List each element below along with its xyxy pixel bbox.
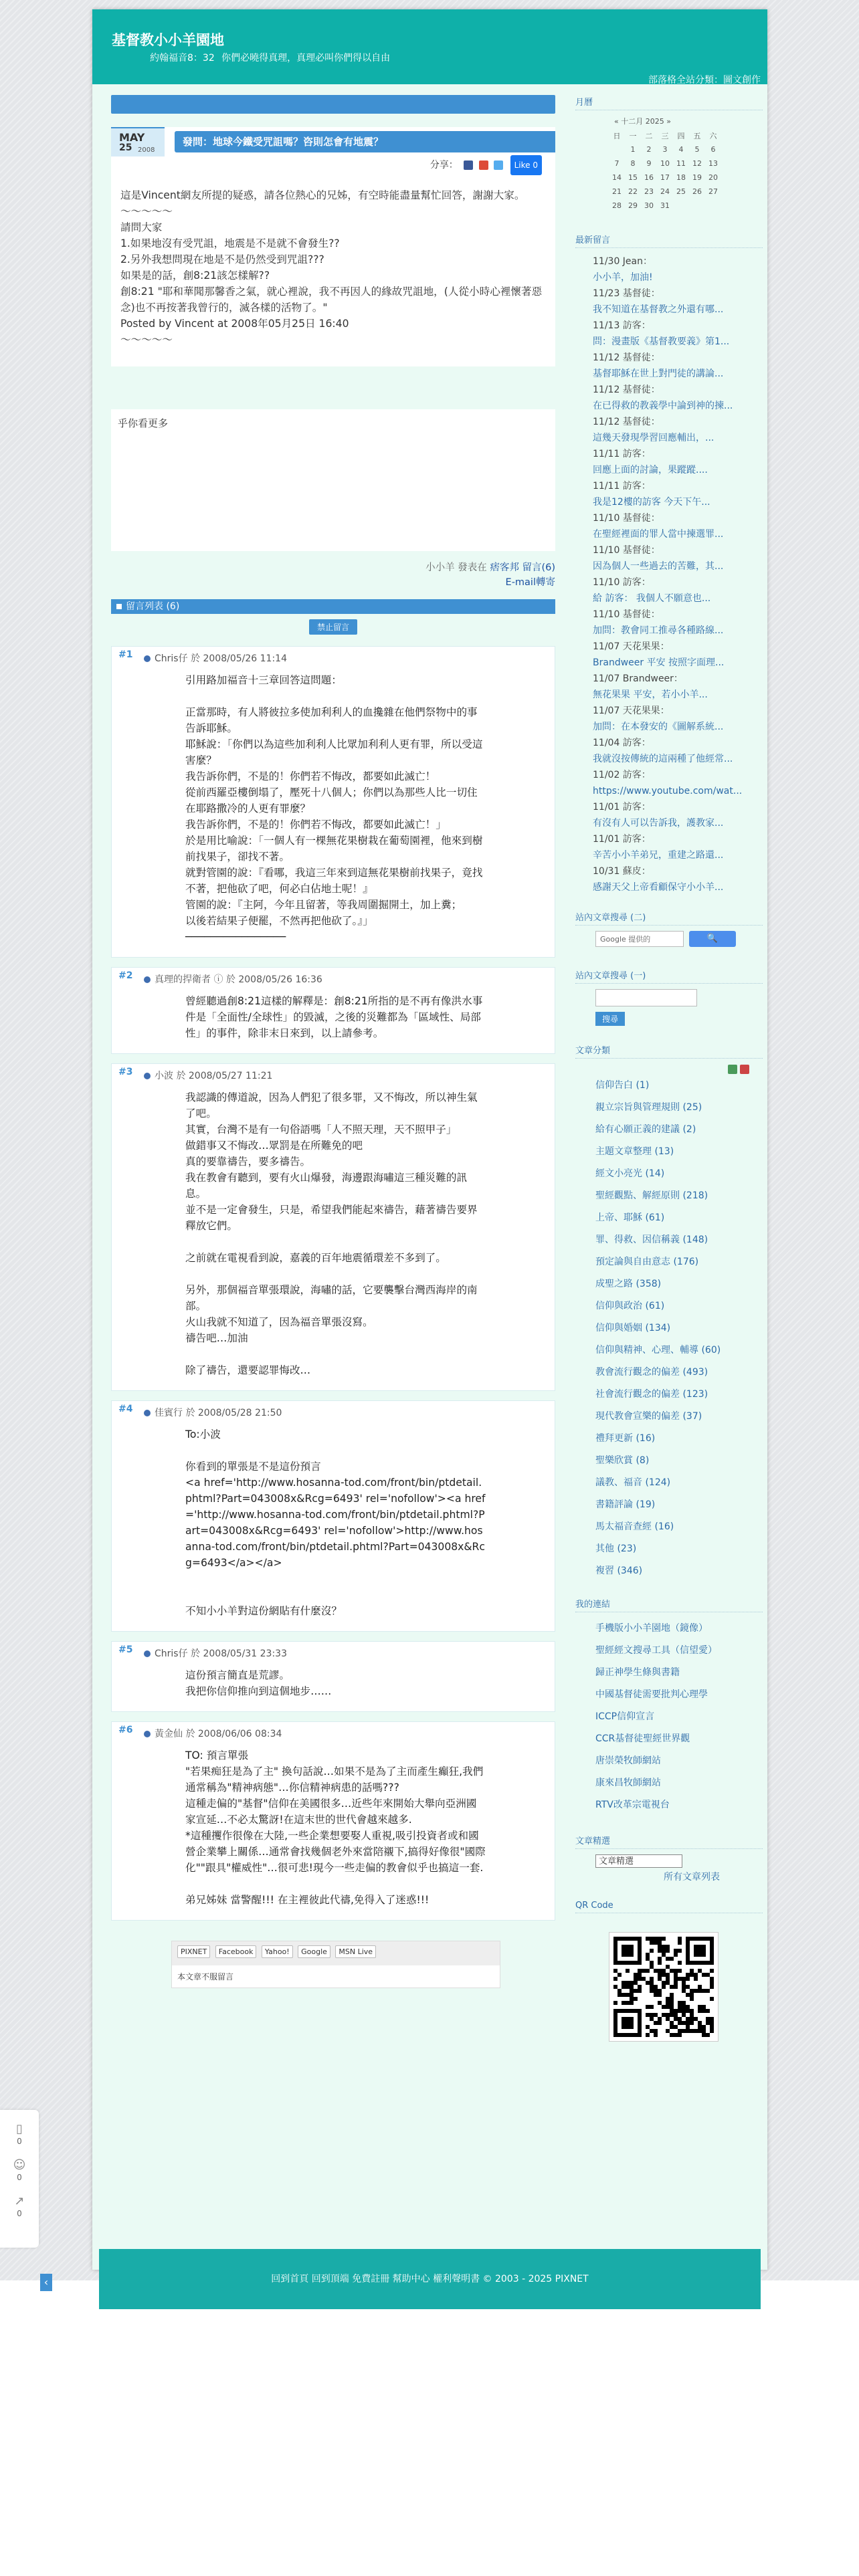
twitter-icon[interactable] (494, 160, 503, 170)
recent-comment-head: 11/01 訪客： (593, 834, 651, 845)
comment-author-name[interactable]: 真理的捍衛者 ⓘ 於 2008/05/26 16:36 (155, 974, 322, 985)
calendar-weekday: 五 (693, 131, 701, 140)
comment-line: 除了禱告，還要認罪悔改… (185, 1364, 311, 1376)
reaction-count: 0 (17, 2173, 22, 2182)
category-link[interactable]: 議教、福音 (124) (595, 1477, 671, 1488)
more-text: 乎你看更多 (118, 417, 169, 429)
facebook-icon[interactable] (464, 160, 473, 170)
recent-comment-head: 11/10 基督徒： (593, 545, 660, 556)
calendar-day[interactable]: 13 (708, 159, 718, 168)
comment-line: 弟兄姊妹 當警醒!!! 在主裡彼此代禱,免得入了迷惑!!! (185, 1894, 430, 1906)
comments-title: 留言列表 (6) (126, 601, 180, 612)
calendar-day[interactable]: 25 (676, 187, 686, 196)
comment-line: TO: 預言單張 (185, 1749, 249, 1761)
category-link[interactable]: 社會流行觀念的偏差 (123) (595, 1389, 708, 1400)
qr-code (609, 1932, 719, 2042)
comment (111, 967, 555, 1054)
expand-icon[interactable] (728, 1065, 737, 1074)
category-link[interactable]: 親立宗旨與管理規則 (25) (595, 1102, 702, 1113)
calendar-day[interactable]: 5 (694, 145, 700, 154)
calendar-day[interactable]: 19 (692, 173, 702, 182)
avatar-icon (144, 1073, 151, 1079)
comment (111, 1400, 555, 1632)
comment-author-name[interactable]: Chris仔 於 2008/05/31 23:33 (155, 1648, 287, 1659)
category-link[interactable]: 罪、得救、因信稱義 (148) (595, 1235, 708, 1245)
recent-comment-link[interactable]: 這幾天發現學習回應輔出，... (593, 433, 714, 443)
recent-comment-head: 11/07 Brandweer： (593, 673, 683, 684)
body-tail: ～～～～～ (120, 334, 173, 346)
body-line: ～～～～～ (120, 205, 173, 217)
recent-comment-head: 11/01 訪客： (593, 802, 651, 813)
plurk-icon[interactable] (479, 160, 488, 170)
calendar-day[interactable]: 30 (644, 201, 654, 210)
comment-line: 從前西羅亞樓倒塌了，壓死十八個人；你們以為那些人比一切住在耶路撒冷的人更有罪麼？ (185, 786, 478, 815)
comment (111, 1063, 555, 1391)
calendar-day[interactable]: 22 (628, 187, 638, 196)
calendar-weekday: 六 (709, 131, 717, 140)
recent-comment-head: 11/11 訪客： (593, 449, 651, 459)
calendar-day[interactable]: 23 (644, 187, 654, 196)
more-box (111, 409, 555, 551)
recent-comments (593, 253, 757, 895)
comment-line: 其實，台灣不是有一句俗語嗎「人不照天理，天不照甲子」 (185, 1123, 457, 1136)
calendar-day[interactable]: 21 (612, 187, 622, 196)
comment (111, 1641, 555, 1712)
body-line: 這是Vincent網友所提的疑惑，請各位熱心的兄姊，有空時能盡量幫忙回答，謝謝大家。 (120, 189, 525, 201)
recent-comment-link[interactable]: 我就沒按傳統的這兩種了他經常... (593, 754, 733, 764)
calendar-weekday: 三 (661, 131, 669, 140)
google-search-button[interactable]: 🔍 (689, 931, 736, 947)
link-list (595, 1618, 763, 1816)
body-line: 請問大家 (120, 221, 163, 233)
date-month: MAY (119, 131, 145, 144)
comment-author (144, 1068, 548, 1084)
comment-count-link[interactable]: 留言(6) (518, 562, 555, 573)
comment-text (185, 993, 486, 1041)
comment-line: 我把你信仰推向到這個地步…… (185, 1685, 332, 1697)
recent-comment-link[interactable]: 感謝天父上帝看顧保守小小羊... (593, 882, 724, 893)
comment-author-name[interactable]: 佳賓行 於 2008/05/28 21:50 (155, 1408, 282, 1418)
recent-comment-head: 11/10 基督徒： (593, 609, 660, 620)
calendar-day (609, 142, 625, 156)
comment-line: 正當那時，有人將彼拉多使加利利人的血攙雜在他們祭物中的事告訴耶穌。 (185, 706, 478, 734)
recent-comment-head: 10/31 蘇皮： (593, 866, 651, 877)
comment-text (185, 1667, 486, 1699)
categories-title: 文章分類 (575, 1043, 763, 1059)
comment-line: 耶穌說：「你們以為這些加利利人比眾加利利人更有罪，所以受這害麼？ (185, 738, 483, 766)
avatar-icon (144, 1650, 151, 1657)
blog-link[interactable]: ICCP信仰宣言 (595, 1711, 655, 1722)
calendar-table (609, 128, 721, 213)
category-link[interactable]: 信仰與精神、心理、輔導 (60) (595, 1345, 721, 1356)
google-search-input[interactable]: Google 提供的 (595, 931, 684, 947)
category-link[interactable]: 現代教會宣樂的偏差 (37) (595, 1411, 702, 1422)
category-link[interactable]: 聖樂欣賞 (8) (595, 1455, 650, 1466)
comment-text (185, 1426, 486, 1619)
comment-line: 我認識的傳道說，因為人們犯了很多罪，又不悔改，所以神生氣了吧。 (185, 1091, 478, 1119)
calendar-day[interactable]: 16 (644, 173, 654, 182)
share-count: 0 (17, 2209, 22, 2218)
recent-comment-head: 11/12 基督徒： (593, 352, 660, 363)
date-day: 25 (119, 142, 132, 153)
calendar-day[interactable]: 6 (710, 145, 716, 154)
site-footer[interactable]: 回到首頁 回到頂端 免費註冊 幫助中心 權利聲明書 © 2003 - 2025 PIXNET (99, 2249, 761, 2309)
comments-header (111, 599, 555, 614)
comment-line (185, 1234, 486, 1250)
comment-author (144, 651, 548, 667)
comment-line: 真的要靠禱告，要多禱告。 (185, 1156, 311, 1168)
category-link[interactable]: 教會流行觀念的偏差 (493) (595, 1367, 708, 1378)
comment-number: #5 (118, 1644, 133, 1655)
recent-comment-head: 11/13 訪客： (593, 320, 651, 331)
category-list (595, 1075, 763, 1582)
calendar-day[interactable]: 1 (630, 145, 636, 154)
comment-line (185, 1442, 486, 1459)
calendar-day[interactable]: 4 (678, 145, 684, 154)
comment-line: 以後若結果子便罷，不然再把他砍了。』」 (185, 915, 373, 927)
comment-author-name[interactable]: Chris仔 於 2008/05/26 11:14 (155, 653, 287, 664)
recent-comment-link[interactable]: 無花果果 平安，若小小羊... (593, 689, 708, 700)
avatar-icon (144, 1410, 151, 1416)
posted-by: Posted by Vincent at 2008年05月25日 16:40 (120, 318, 349, 330)
date-year: 2008 (138, 146, 155, 154)
comment-line: 引用路加福音十三章回答這問題： (185, 674, 342, 686)
comment-author (144, 1646, 548, 1662)
article-title[interactable]: 發問：地球今鐵受咒詛嗎？咨則怎會有地震？ (175, 131, 555, 152)
article-meta (111, 560, 555, 590)
comment-line: 做錯事又不悔改…眾罰是在所難免的吧 (185, 1140, 363, 1152)
recent-comment-head: 11/04 訪客： (593, 738, 651, 748)
calendar (609, 116, 763, 213)
recent-comment-link[interactable]: 問：漫畫版《基督教要義》第1... (593, 336, 730, 347)
comment-line: 我告訴你們，不是的！你們若不悔改，都要如此滅亡！ (185, 770, 436, 782)
recent-comment-head: 11/30 Jean： (593, 256, 652, 267)
calendar-day[interactable]: 11 (676, 159, 686, 168)
comment-line (185, 1346, 486, 1362)
comment-line: 禱告吧…加油 (185, 1332, 248, 1344)
article-title-row (111, 127, 555, 155)
blog-link[interactable]: 唐崇榮牧師網站 (595, 1755, 661, 1766)
featured-select (595, 1854, 763, 1883)
calendar-day[interactable]: 2 (646, 145, 652, 154)
category-link[interactable]: 經文小亮光 (14) (595, 1168, 665, 1179)
comment-line: 就對管園的說：『看哪，我這三年來到這無花果樹前找果子，竟找不著，把他砍了吧，何必白佔地土呢！』 (185, 867, 483, 895)
meta-site-link[interactable]: 痞客邦 (490, 562, 519, 573)
calendar-day[interactable]: 18 (676, 173, 686, 182)
comment-author (144, 1405, 548, 1421)
calendar-day[interactable]: 7 (614, 159, 619, 168)
comment (111, 646, 555, 958)
calendar-title: 月曆 (575, 95, 763, 110)
comment-line: 我在教會有聽到，要有火山爆發，海邊跟海嘯這三種災難的訊息。 (185, 1172, 468, 1200)
calendar-day[interactable]: 29 (628, 201, 638, 210)
links-title: 我的連結 (575, 1597, 763, 1612)
site-search-title: 站內文章搜尋 (一) (575, 968, 763, 984)
recent-comment-link[interactable]: Brandweer 平安 按照字面理... (593, 657, 725, 668)
avatar-icon (144, 976, 151, 983)
comment-line: To:小波 (185, 1428, 221, 1440)
calendar-weekday: 一 (629, 131, 637, 140)
category-link[interactable]: 上帝、耶穌 (61) (595, 1212, 665, 1223)
recent-comment-link[interactable]: 基督耶穌在世上對門徒的講論... (593, 368, 724, 379)
blog-link[interactable]: RTV改革宗電視台 (595, 1800, 670, 1810)
calendar-day (673, 199, 689, 213)
comment-line: 不知小小羊對這份網貼有什麼沒？ (185, 1605, 342, 1617)
calendar-day[interactable]: 3 (662, 145, 668, 154)
page-wrapper (92, 9, 767, 2284)
google-search-title: 站內文章搜尋 (二) (575, 910, 763, 926)
comment-line: 管園的說：『主阿，今年且留著，等我周圍掘開土，加上糞； (185, 899, 462, 911)
calendar-day[interactable]: 14 (612, 173, 622, 182)
category-link[interactable]: 信仰告白 (1) (595, 1080, 650, 1091)
comment-line: 火山我就不知道了，因為福音單張沒寫。 (185, 1316, 373, 1328)
bookmark-icon[interactable]: ▯ (16, 2122, 23, 2136)
recent-comment-head: 11/10 訪客： (593, 577, 651, 588)
share-row (111, 155, 555, 174)
recent-comment-head: 11/10 基督徒： (593, 513, 660, 524)
body-line: 創8:21 "耶和華聞那馨香之氣，就心裡說，我不再因人的緣故咒詛地，(人從小時心裡懷著惡念)也不再按著我曾行的，滅各樣的活物了。" (120, 286, 543, 314)
calendar-day[interactable]: 27 (708, 187, 718, 196)
comment-line: 曾經聽過創8:21這樣的解釋是：創8:21所指的是不再有像洪水事件是「全面性/全球性」的毀滅，之後的災難都為「區域性、局部性」的事件，除非末日來到，以上請參考。 (185, 995, 483, 1039)
comment-line: 並不是一定會發生，只是，希望我們能起來禱告，藉著禱告要界釋放它們。 (185, 1204, 478, 1232)
site-search-button[interactable]: 搜尋 (595, 1012, 625, 1026)
category-link[interactable]: 複習 (346) (595, 1566, 643, 1576)
square-icon (116, 604, 122, 609)
calendar-weekday: 日 (613, 131, 621, 140)
category-link[interactable]: 聖經觀點、解經原則 (218) (595, 1190, 708, 1201)
comment-line: 這份預言簡直是荒謬。 (185, 1669, 290, 1681)
comment-line: "若果痴狂是為了主" 換句話說…如果不是為了主而產生癲狂,我們通常稱為"精神病態"…你信精神病患的話嗎??? (185, 1765, 484, 1794)
comment-author-name[interactable]: 黃金仙 於 2008/06/06 08:34 (155, 1729, 282, 1739)
comment-line (185, 1266, 486, 1282)
calendar-day[interactable]: 9 (646, 159, 652, 168)
recent-comment-link[interactable]: 在聖經裡面的罪人當中揀選罪... (593, 529, 724, 540)
site-subtitle: 約翰福音8：32 你們必曉得真理，真理必叫你們得以自由 (150, 53, 391, 64)
category-link[interactable]: 主題文章整理 (13) (595, 1146, 674, 1157)
comment-line (185, 1571, 486, 1587)
share-icon[interactable]: ↗ (14, 2194, 25, 2208)
comment-number: #3 (118, 1067, 133, 1077)
site-title[interactable]: 基督教小小羊園地 (112, 32, 224, 48)
recent-comment-link[interactable]: 給 訪客： 我個人不願意也... (593, 593, 711, 604)
comment (111, 1721, 555, 1921)
bookmark-count: 0 (17, 2137, 22, 2146)
recent-comments-title: 最新留言 (575, 233, 763, 248)
calendar-day[interactable]: 8 (630, 159, 636, 168)
calendar-day[interactable]: 28 (612, 201, 622, 210)
bookmark-pixnet[interactable]: PIXNET (177, 1945, 210, 1958)
recent-comment-link[interactable]: 加問：在本發安的《圖解系統... (593, 722, 724, 732)
category-link[interactable]: 給有心願正義的建議 (2) (595, 1124, 696, 1135)
recent-comment-link[interactable]: https://www.youtube.com/wat... (593, 786, 743, 796)
recent-comment-head: 11/23 基督徒： (593, 288, 660, 299)
recent-comment-head: 11/07 天花果果： (593, 641, 670, 652)
calendar-day (689, 199, 705, 213)
comment-line: 之前就在電視看到說，嘉義的百年地震循環差不多到了。 (185, 1252, 446, 1264)
comment-line: 我告訴你們，不是的！你們若不悔改，都要如此滅亡！」 (185, 819, 446, 831)
bookmark-bar (172, 1941, 500, 1965)
avatar-icon (144, 1731, 151, 1737)
bookmark-facebook[interactable]: Facebook (215, 1945, 257, 1958)
site-header (92, 9, 767, 84)
recent-comment-link[interactable]: 辛苦小小羊弟兄，重建之路還... (593, 850, 724, 861)
qr-title: QR Code (575, 1901, 763, 1913)
comment-text (185, 1747, 486, 1908)
calendar-day[interactable]: 15 (628, 173, 638, 182)
collapse-icon[interactable] (740, 1065, 749, 1074)
comment-line: ──────────────── (185, 931, 286, 943)
recent-comment-link[interactable]: 加問：教會同工推尋各種路線... (593, 625, 724, 636)
recent-comment-link[interactable]: 在已得救的教義學中論到神的揀... (593, 401, 733, 411)
comment-number: #6 (118, 1725, 133, 1735)
calendar-nav[interactable]: « 十二月 2025 » (614, 117, 671, 126)
calendar-day[interactable]: 17 (660, 173, 670, 182)
article (111, 127, 555, 366)
calendar-weekday: 四 (677, 131, 685, 140)
share-label: 分享： (430, 160, 458, 171)
comment-text (185, 672, 486, 945)
blog-link[interactable]: 歸正神學生條與書籍 (595, 1667, 680, 1678)
comment-line (185, 1587, 486, 1603)
category-nav[interactable]: 部落格全站分類：圖文創作 (648, 75, 761, 86)
comment-author (144, 1726, 548, 1742)
calendar-day[interactable]: 24 (660, 187, 670, 196)
comment-line: <a href='http://www.hosanna-tod.com/front/bin/ptdetail.phtml?Part=043008x&Rcg=6493' rel='nofollow'><a href='http://www.hosanna-tod.com/front/bin/ptdetail.phtml?Part=043008x&Rcg=6493' rel='nofollow'>http://www.hosanna-tod.com/front/bin/ptdetail.phtml?Part=043008x&Rcg=6493</a></a> (185, 1477, 486, 1569)
category-link[interactable]: 信仰與政治 (61) (595, 1301, 665, 1311)
comment-line (185, 688, 486, 704)
category-link[interactable]: 馬太福音查經 (16) (595, 1521, 674, 1532)
no-comment-button[interactable]: 禁止留言 (309, 619, 357, 635)
recent-comment-link[interactable]: 回應上面的討論，果蹤蹤.... (593, 465, 708, 475)
comment-line: 另外，那個福音單張環說，海嘯的話，它要襲擊台灣西海岸的南部。 (185, 1284, 478, 1312)
recent-comment-head: 11/12 基督徒： (593, 385, 660, 395)
body-line: 2.另外我想問現在地是不是仍然受到咒詛??? (120, 253, 324, 265)
comment-line: 這種走偏的"基督"信仰在美國很多…近些年來開始大舉向亞洲國家宣延…不必太驚訝!在這末世的世代會越來越多. (185, 1798, 477, 1826)
avatar-icon (144, 655, 151, 662)
recent-comment-head: 11/02 訪客： (593, 770, 651, 780)
comment-line (185, 1876, 486, 1892)
recent-comment-link[interactable]: 我不知道在基督教之外還有哪... (593, 304, 724, 315)
blog-link[interactable]: 康來昌牧師網站 (595, 1778, 661, 1788)
top-bar (111, 95, 555, 114)
recent-comment-head: 11/12 基督徒： (593, 417, 660, 427)
body-line: 如果是的話，創8:21該怎樣解?? (120, 270, 270, 282)
category-link[interactable]: 書籍評論 (19) (595, 1499, 656, 1510)
article-body (111, 174, 555, 348)
bookmark-yahoo[interactable]: Yahoo! (262, 1945, 293, 1958)
bookmark-box (171, 1941, 500, 1988)
calendar-weekday: 二 (645, 131, 653, 140)
featured-dropdown[interactable]: 文章精選 (595, 1854, 682, 1868)
category-link[interactable]: 禮拜更新 (16) (595, 1433, 656, 1444)
floating-actions (0, 2110, 39, 2248)
body-line: 1.如果地沒有受咒詛，地震是不是就不會發生?? (120, 237, 340, 249)
calendar-day[interactable]: 12 (692, 159, 702, 168)
bookmark-msn[interactable]: MSN Live (335, 1945, 376, 1958)
chevron-left-icon[interactable]: ‹ (40, 2274, 52, 2291)
category-link[interactable]: 成聖之路 (358) (595, 1279, 662, 1289)
comment-line: 你看到的單張是不是這份預言 (185, 1461, 321, 1473)
category-link[interactable]: 其他 (23) (595, 1543, 637, 1554)
comment-list (111, 646, 555, 1921)
recent-comment-link[interactable]: 小小羊，加油! (593, 272, 653, 283)
meta-author: 小小羊 發表在 (425, 562, 490, 573)
comment-text (185, 1089, 486, 1378)
comment-button-row (111, 619, 555, 637)
bookmark-footer: 本文章不服留言 (177, 1972, 234, 1981)
blog-link[interactable]: 中國基督徒需要批判心理學 (595, 1689, 708, 1700)
blog-link[interactable]: 聖經經文搜尋工具（信望愛） (595, 1645, 717, 1656)
recent-comment-link[interactable]: 有沒有人可以告訴我，護教家... (593, 818, 724, 829)
comment-number: #1 (118, 649, 133, 660)
recent-comment-link[interactable]: 因為個人一些過去的苦難，其... (593, 561, 724, 572)
comment-author-name[interactable]: 小波 於 2008/05/27 11:21 (155, 1071, 273, 1081)
email-forward-link[interactable]: E-mail轉寄 (505, 577, 555, 588)
comment-number: #2 (118, 970, 133, 981)
comment-line: *這種攫作很像在大陸,一些企業想要娶人重視,吸引投資者或和國營企業攀上關係…通常會找幾個老外來當陪襯下,搞得好像很"國際化""跟具"權威性"…很可悲!現今一些走偏的教會似乎也搞這一套. (185, 1830, 486, 1874)
sidebar (575, 95, 763, 2042)
date-box (111, 127, 165, 156)
site-search-input[interactable] (595, 989, 697, 1006)
like-button[interactable]: Like 0 (510, 155, 542, 175)
calendar-day[interactable]: 31 (660, 201, 670, 210)
comment-line: 於是用比喻說：「一個人有一棵無花果樹栽在葡萄園裡，他來到樹前找果子，卻找不著。 (185, 835, 483, 863)
calendar-day[interactable]: 10 (660, 159, 670, 168)
main-column (111, 95, 555, 1988)
featured-title: 文章精選 (575, 1834, 763, 1849)
comment-number: #4 (118, 1404, 133, 1414)
blog-link[interactable]: 手機版小小羊園地（鏡像） (595, 1623, 708, 1634)
recent-comment-link[interactable]: 我是12樓的訪客 今天下午... (593, 497, 710, 508)
page-bottom (0, 2280, 859, 2576)
recent-comment-head: 11/07 天花果果： (593, 706, 670, 716)
blog-link[interactable]: CCR基督徒聖經世界觀 (595, 1733, 690, 1744)
category-link[interactable]: 預定論與自由意志 (176) (595, 1257, 699, 1267)
bookmark-google[interactable]: Google (298, 1945, 330, 1958)
google-search (595, 931, 763, 951)
recent-comment-head: 11/11 訪客： (593, 481, 651, 492)
reaction-icon[interactable]: ☺ (13, 2158, 26, 2172)
category-link[interactable]: 信仰與婚姻 (134) (595, 1323, 671, 1333)
category-toggle (575, 1064, 749, 1075)
comment-author (144, 972, 548, 988)
all-articles-link[interactable]: 所有文章列表 (664, 1872, 720, 1883)
site-search (595, 989, 763, 1026)
calendar-day[interactable]: 26 (692, 187, 702, 196)
calendar-day (705, 199, 721, 213)
calendar-day[interactable]: 20 (708, 173, 718, 182)
